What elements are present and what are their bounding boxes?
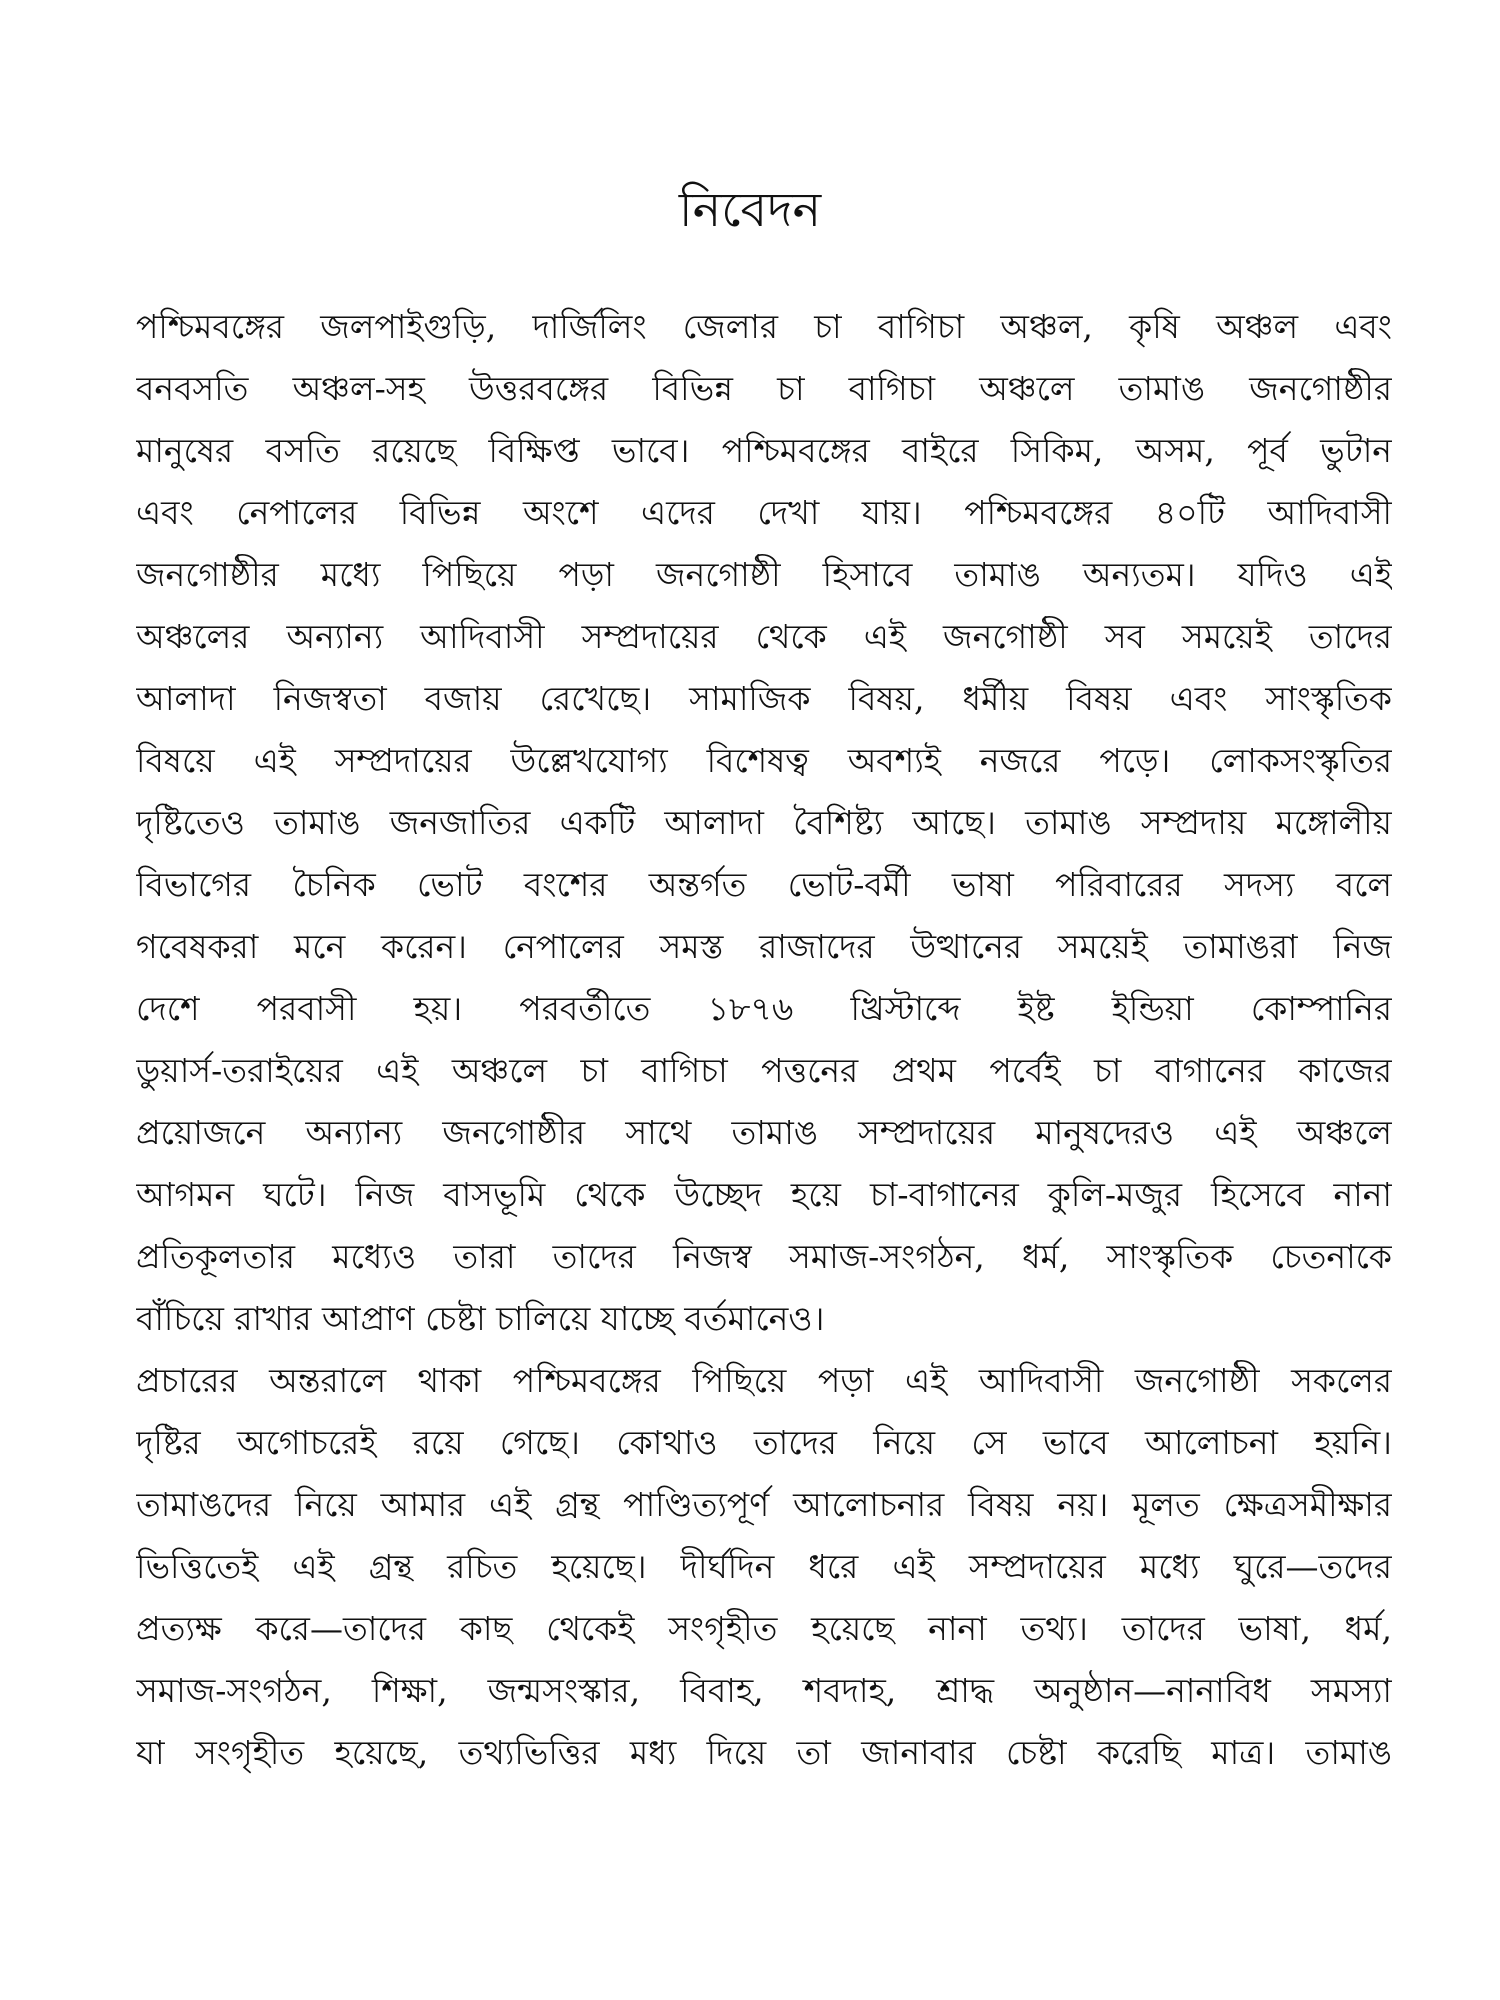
text-line: বিভাগের চৈনিক ভোট বংশের অন্তর্গত ভোট-বর্মী ভাষা পরিবারের সদস্য বলে [136, 865, 1392, 904]
text-line: এবং নেপালের বিভিন্ন অংশে এদের দেখা যায়। পশ্চিমবঙ্গের ৪০টি আদিবাসী [136, 493, 1392, 532]
text-line: দৃষ্টির অগোচরেই রয়ে গেছে। কোথাও তাদের নিয়ে সে ভাবে আলোচনা হয়নি। [136, 1423, 1392, 1462]
paragraph-end-line: বাঁচিয়ে রাখার আপ্রাণ চেষ্টা চালিয়ে যাচ্ছে বর্তমানেও। [136, 1299, 825, 1338]
text-line: ভিত্তিতেই এই গ্রন্থ রচিত হয়েছে। দীর্ঘদিন ধরে এই সম্প্রদায়ের মধ্যে ঘুরে—তদের [136, 1547, 1392, 1586]
text-line: প্রয়োজনে অন্যান্য জনগোষ্ঠীর সাথে তামাঙ সম্প্রদায়ের মানুষদেরও এই অঞ্চলে [136, 1113, 1392, 1152]
text-line: দেশে পরবাসী হয়। পরবর্তীতে ১৮৭৬ খ্রিস্টাব্দে ইষ্ট ইন্ডিয়া কোম্পানির [136, 989, 1392, 1028]
text-line: জনগোষ্ঠীর মধ্যে পিছিয়ে পড়া জনগোষ্ঠী হিসাবে তামাঙ অন্যতম। যদিও এই [136, 555, 1392, 594]
text-line: মানুষের বসতি রয়েছে বিক্ষিপ্ত ভাবে। পশ্চিমবঙ্গের বাইরে সিকিম, অসম, পূর্ব ভুটান [136, 431, 1392, 470]
text-line: যা সংগৃহীত হয়েছে, তথ্যভিত্তির মধ্য দিয়ে তা জানাবার চেষ্টা করেছি মাত্র। তামাঙ [136, 1733, 1392, 1772]
text-line: তামাঙদের নিয়ে আমার এই গ্রন্থ পাণ্ডিত্যপূর্ণ আলোচনার বিষয় নয়। মূলত ক্ষেত্রসমীক্ষার [136, 1485, 1392, 1524]
text-line: ডুয়ার্স-তরাইয়ের এই অঞ্চলে চা বাগিচা পত্তনের প্রথম পর্বেই চা বাগানের কাজের [136, 1051, 1392, 1090]
text-line: পশ্চিমবঙ্গের জলপাইগুড়ি, দার্জিলিং জেলার চা বাগিচা অঞ্চল, কৃষি অঞ্চল এবং [136, 307, 1392, 346]
text-line: বনবসতি অঞ্চল-সহ উত্তরবঙ্গের বিভিন্ন চা বাগিচা অঞ্চলে তামাঙ জনগোষ্ঠীর [136, 369, 1392, 408]
text-line: বিষয়ে এই সম্প্রদায়ের উল্লেখযোগ্য বিশেষত্ব অবশ্যই নজরে পড়ে। লোকসংস্কৃতির [136, 741, 1392, 780]
text-line: প্রচারের অন্তরালে থাকা পশ্চিমবঙ্গের পিছিয়ে পড়া এই আদিবাসী জনগোষ্ঠী সকলের [136, 1361, 1392, 1400]
page-title: নিবেদন [678, 182, 822, 238]
text-line: দৃষ্টিতেও তামাঙ জনজাতির একটি আলাদা বৈশিষ্ট্য আছে। তামাঙ সম্প্রদায় মঙ্গোলীয় [136, 803, 1392, 842]
text-line: গবেষকরা মনে করেন। নেপালের সমস্ত রাজাদের উত্থানের সময়েই তামাঙরা নিজ [136, 927, 1392, 966]
text-line: আলাদা নিজস্বতা বজায় রেখেছে। সামাজিক বিষয়, ধর্মীয় বিষয় এবং সাংস্কৃতিক [136, 679, 1392, 718]
text-line: অঞ্চলের অন্যান্য আদিবাসী সম্প্রদায়ের থেকে এই জনগোষ্ঠী সব সময়েই তাদের [136, 617, 1392, 656]
text-line: আগমন ঘটে। নিজ বাসভূমি থেকে উচ্ছেদ হয়ে চা-বাগানের কুলি-মজুর হিসেবে নানা [136, 1175, 1392, 1214]
text-line: প্রত্যক্ষ করে—তাদের কাছ থেকেই সংগৃহীত হয়েছে নানা তথ্য। তাদের ভাষা, ধর্ম, [136, 1609, 1392, 1648]
body-text [136, 296, 1392, 1784]
text-line: প্রতিকূলতার মধ্যেও তারা তাদের নিজস্ব সমাজ-সংগঠন, ধর্ম, সাংস্কৃতিক চেতনাকে [136, 1237, 1392, 1276]
text-line: সমাজ-সংগঠন, শিক্ষা, জন্মসংস্কার, বিবাহ, শবদাহ, শ্রাদ্ধ অনুষ্ঠান—নানাবিধ সমস্যা [136, 1671, 1392, 1710]
